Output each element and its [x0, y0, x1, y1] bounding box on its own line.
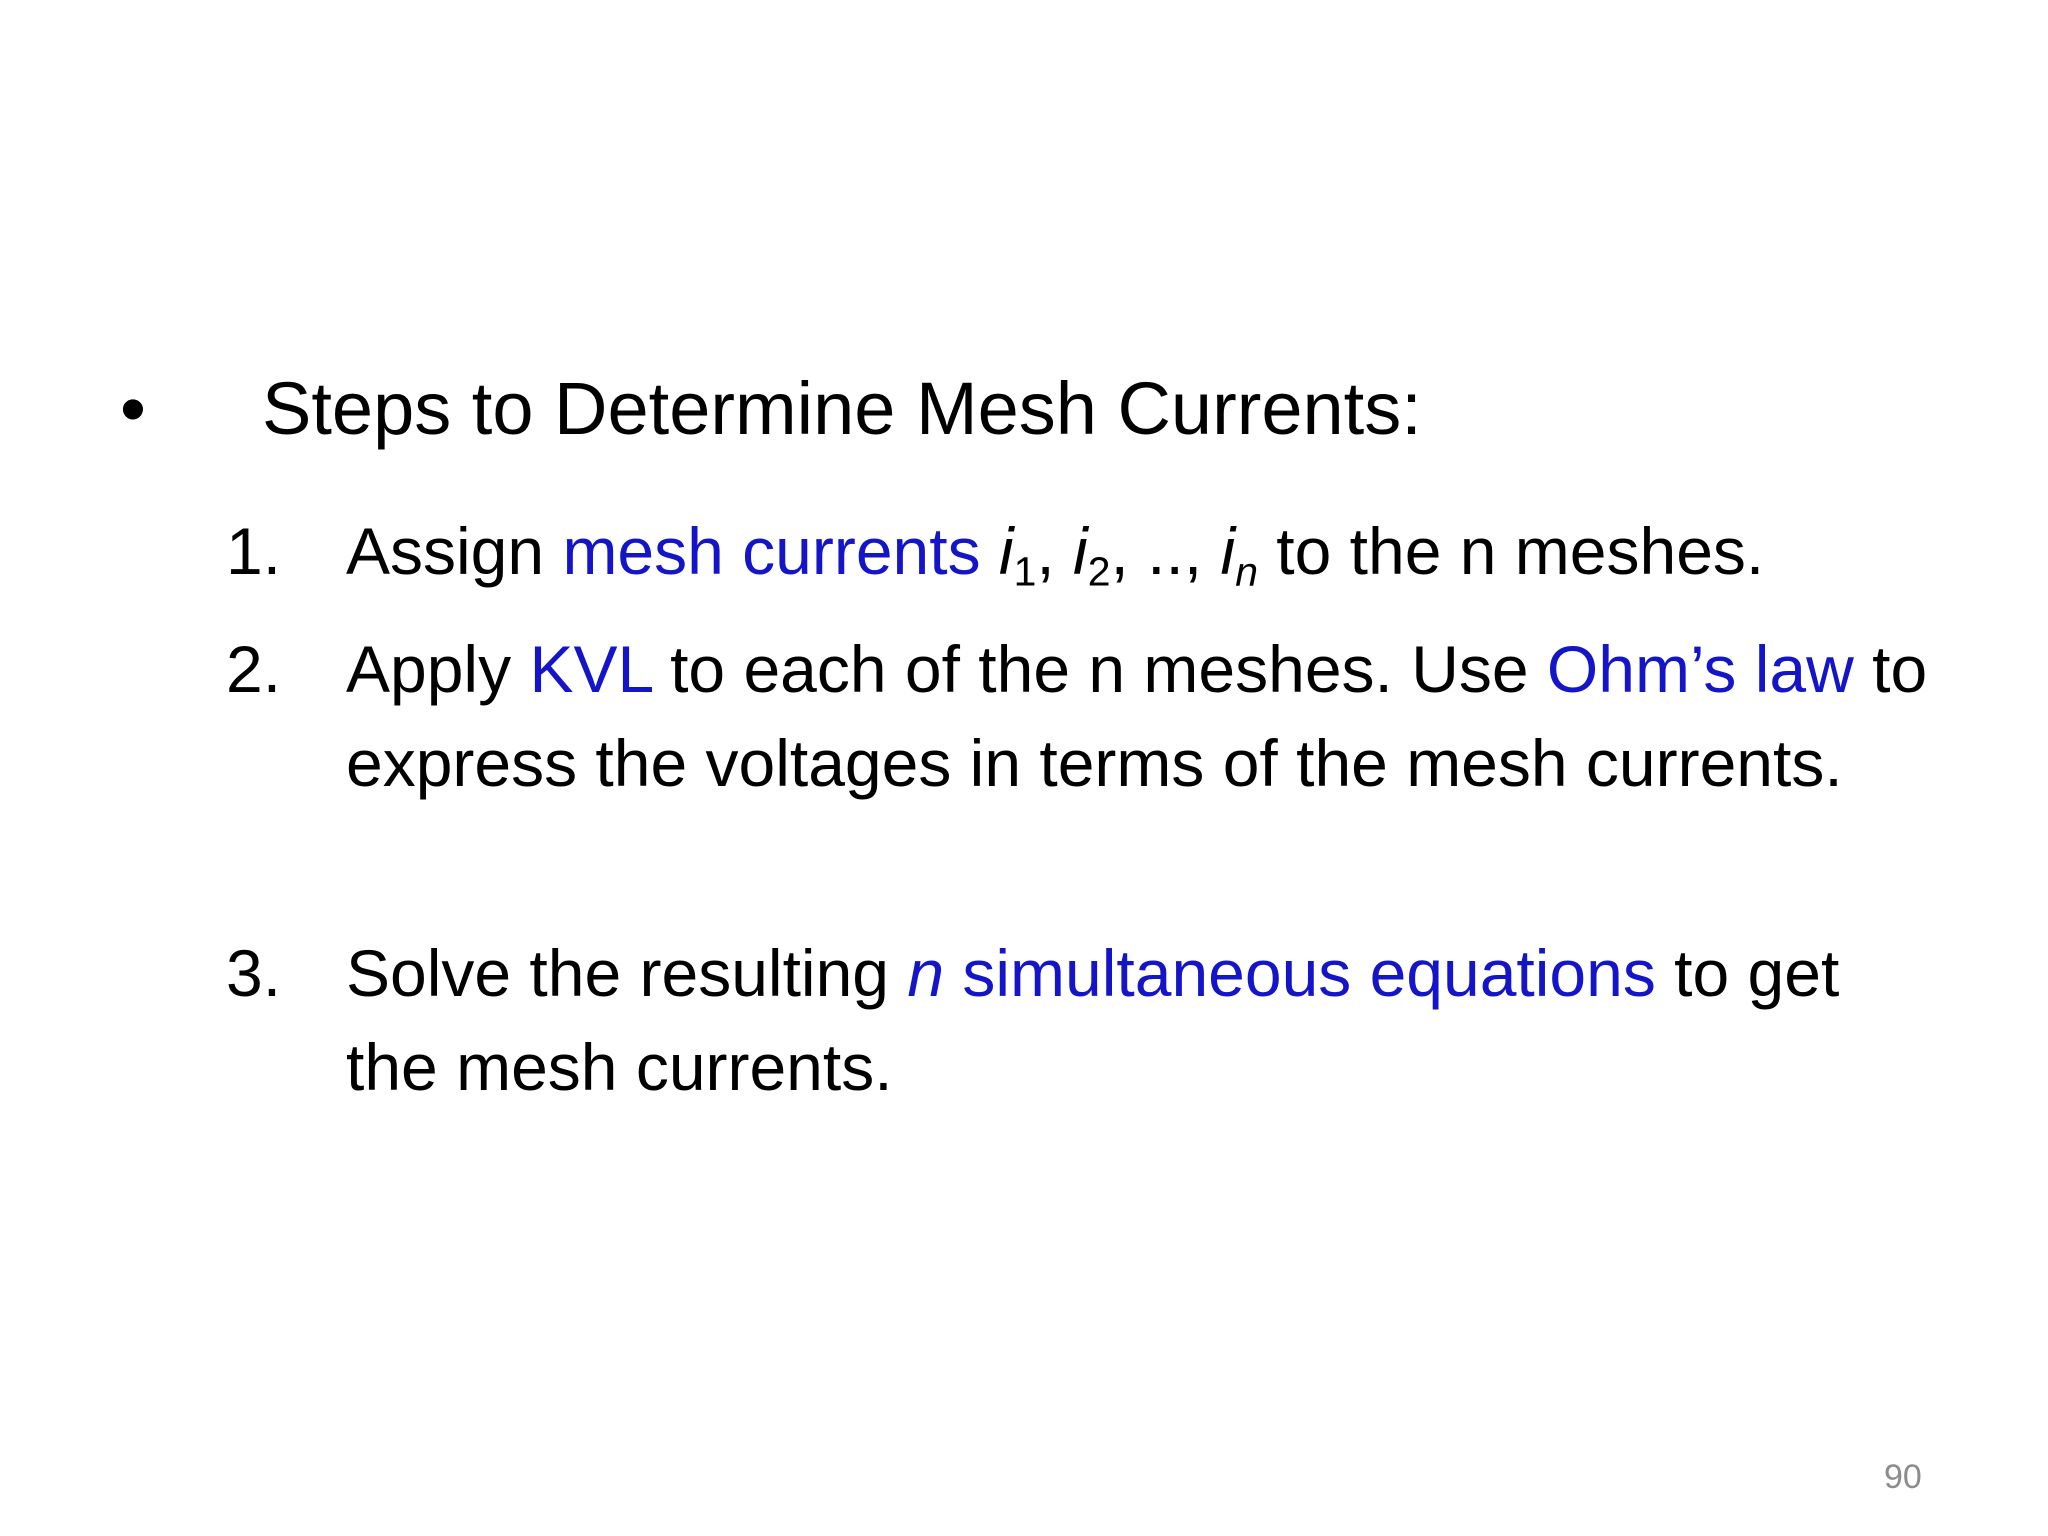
step-text-segment: Assign: [346, 514, 563, 588]
var-symbol: i: [1073, 514, 1088, 588]
step-number: 1.: [226, 514, 282, 588]
term-ohms-law: Ohm’s law: [1546, 632, 1854, 706]
step-text-segment: to the n meshes.: [1257, 514, 1765, 588]
step-text-segment: to each of the n meshes. Use: [651, 632, 1547, 706]
step-text: [346, 926, 1946, 1114]
bullet-icon: •: [120, 367, 146, 450]
term-kvl: KVL: [529, 632, 652, 706]
var-symbol: i: [998, 514, 1014, 588]
step-item-3: [226, 926, 1946, 1114]
step-text: [346, 622, 1946, 810]
step-text-segment: Solve the resulting: [346, 936, 908, 1010]
step-text-segment: [944, 936, 962, 1010]
step-item-2: [226, 622, 1946, 810]
var-subscript: n: [1235, 548, 1258, 595]
step-text-segment: Apply: [346, 632, 530, 706]
page-number: 90: [1884, 1458, 1922, 1496]
step-text-segment: to get the mesh currents.: [346, 936, 1840, 1104]
step-item-1: [226, 504, 1946, 598]
step-text: [346, 504, 1946, 598]
var-i1: [998, 514, 1037, 595]
var-symbol: i: [1220, 514, 1236, 588]
var-subscript: 2: [1087, 548, 1111, 595]
step-text-segment: , ..,: [1110, 514, 1221, 588]
step-text-segment: [981, 514, 999, 588]
var-in: [1220, 514, 1258, 595]
step-text-segment: ,: [1036, 514, 1074, 588]
var-i2: [1073, 514, 1111, 595]
step-number: 2.: [226, 632, 282, 706]
term-mesh-currents: mesh currents: [562, 514, 981, 588]
step-number: 3.: [226, 936, 282, 1010]
heading-text: Steps to Determine Mesh Currents:: [262, 367, 1422, 450]
var-n: n: [907, 936, 945, 1010]
step-text-segment: to express the voltages in terms of the mesh currents.: [346, 632, 1928, 800]
term-simultaneous-equations: simultaneous equations: [962, 936, 1656, 1010]
var-subscript: 1: [1013, 548, 1037, 595]
